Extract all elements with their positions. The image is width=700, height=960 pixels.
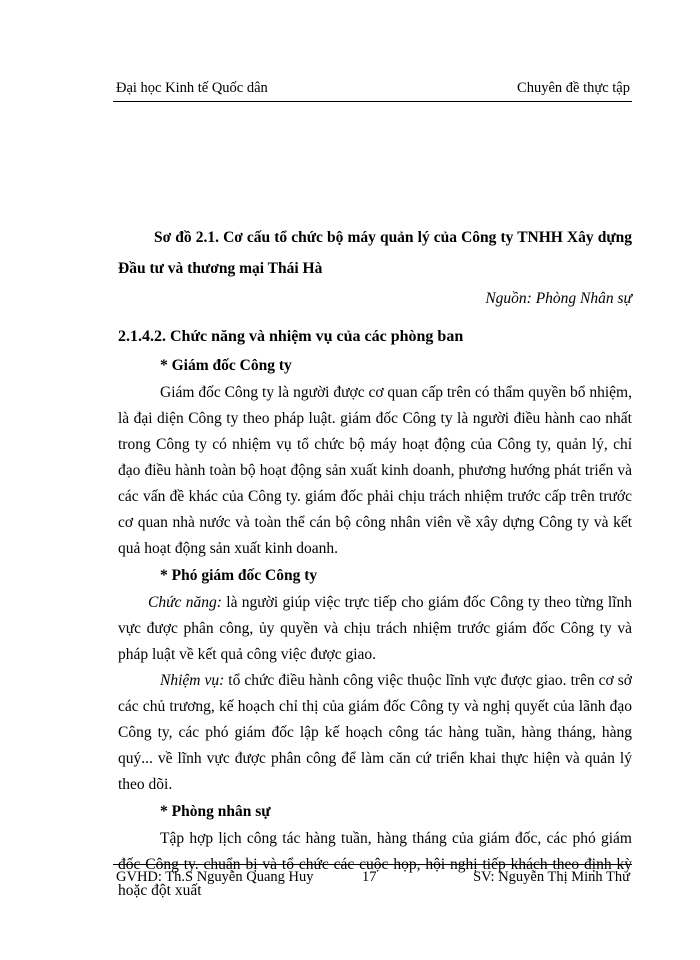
footer-supervisor: GVHD: Th.S Nguyễn Quang Huy [116, 869, 314, 885]
label-nhiem-vu: Nhiệm vụ: [160, 672, 225, 689]
figure-caption: Sơ đồ 2.1. Cơ cấu tổ chức bộ máy quản lý của Công ty TNHH Xây dựng Đầu tư và thương mại Thái Hà [118, 229, 632, 277]
footer-rule [113, 864, 632, 865]
page-body [118, 222, 632, 904]
figure-source: Nguồn: Phòng Nhân sự [485, 290, 632, 307]
paragraph-chuc-nang [118, 590, 632, 668]
paragraph-phong-nhan-su: Tập hợp lịch công tác hàng tuần, hàng tháng của giám đốc, các phó giám đốc Công ty. chuẩn bị và tổ chức các cuộc họp, hội nghị tiếp khách theo định kỳ hoặc đột xuất [118, 830, 632, 899]
header-university: Đại học Kinh tế Quốc dân [116, 80, 268, 96]
heading-giam-doc: * Giám đốc Công ty [160, 357, 292, 374]
page-footer [116, 869, 630, 891]
page-number: 17 [362, 869, 377, 885]
header-doc-type: Chuyên đề thực tập [517, 80, 630, 96]
heading-pho-giam-doc: * Phó giám đốc Công ty [160, 567, 318, 584]
header-rule [113, 101, 632, 102]
label-chuc-nang: Chức năng: [148, 594, 222, 611]
paragraph-nhiem-vu [118, 668, 632, 798]
paragraph-giam-doc: Giám đốc Công ty là người được cơ quan cấp trên có thẩm quyền bổ nhiệm, là đại diện Công ty theo pháp luật. giám đốc Công ty là người điều hành cao nhất trong Công ty có nhiệm vụ tổ chức bộ máy hoạt động của Công ty, quản lý, chỉ đạo điều hành toàn bộ hoạt động sản xuất kinh doanh, phương hướng phát triển và các vấn đề khác của Công ty. giám đốc phải chịu trách nhiệm trước cấp trên trước cơ quan nhà nước và toàn thể cán bộ công nhân viên về xây dựng Công ty và kết quả hoạt động sản xuất kinh doanh. [118, 384, 632, 557]
footer-student: SV: Nguyễn Thị Minh Thư [473, 869, 630, 885]
text-chuc-nang: là người giúp việc trực tiếp cho giám đốc Công ty theo từng lĩnh vực được phân công, ủy quyền và chịu trách nhiệm trước giám đốc Công ty và pháp luật về kết quả công việc được giao. [118, 594, 632, 663]
text-nhiem-vu: tổ chức điều hành công việc thuộc lĩnh vực được giao. trên cơ sở các chủ trương, kế hoạch chỉ thị của giám đốc Công ty và nghị quyết của lãnh đạo Công ty, các phó giám đốc lập kế hoạch công tác hàng tuần, hàng tháng, hàng quý... về lĩnh vực được phân công để làm căn cứ triển khai thực hiện và quản lý theo dõi. [118, 672, 632, 793]
section-title: 2.1.4.2. Chức năng và nhiệm vụ của các phòng ban [118, 328, 464, 345]
heading-phong-nhan-su: * Phòng nhân sự [160, 803, 271, 820]
